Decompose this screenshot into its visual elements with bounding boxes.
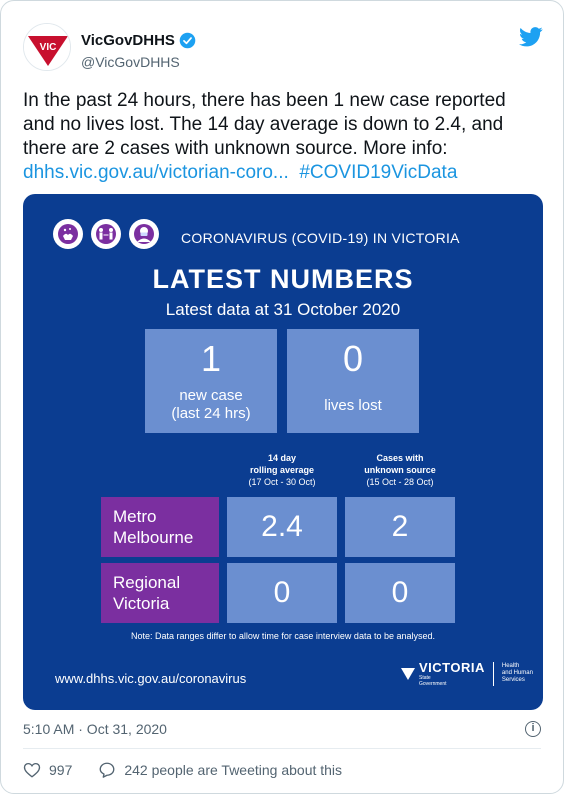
rolling-average-header: [227, 452, 337, 488]
infographic-url: www.dhhs.vic.gov.au/coronavirus: [55, 671, 247, 686]
vic-sub-1: State: [419, 675, 431, 681]
verified-badge-icon: [179, 32, 196, 49]
dept-line1: Health: [501, 663, 520, 669]
col1-line2: rolling average: [249, 465, 315, 475]
region-metro-line2: Melbourne: [113, 528, 194, 547]
mask-icon: [129, 219, 159, 249]
col1-range: (17 Oct - 30 Oct): [248, 477, 316, 487]
tweet-timestamp[interactable]: 5:10 AM · Oct 31, 2020: [23, 721, 167, 737]
tweeting-about-label: 242 people are Tweeting about this: [124, 762, 343, 778]
name-row: [81, 32, 196, 49]
vic-sub-2: Government: [419, 681, 447, 687]
heart-icon: [23, 761, 41, 779]
display-name[interactable]: VicGovDHHS: [81, 32, 175, 49]
dept-line2: and Human: [501, 670, 533, 676]
lives-lost-box: [287, 329, 419, 433]
avatar[interactable]: [23, 23, 71, 71]
col1-line1: 14 day: [267, 453, 297, 463]
like-count: 997: [49, 762, 73, 778]
info-icon[interactable]: i: [525, 721, 541, 737]
speech-bubble-icon: [98, 761, 116, 779]
new-case-box: [145, 329, 277, 433]
col2-line1: Cases with: [376, 453, 424, 463]
regional-avg-cell: 0: [227, 563, 337, 623]
user-handle[interactable]: @VicGovDHHS: [81, 54, 180, 70]
infographic-date: Latest data at 31 October 2020: [165, 300, 401, 319]
vic-triangle-icon: [401, 667, 415, 681]
new-case-value: 1: [200, 338, 222, 379]
twitter-bird-icon[interactable]: [519, 27, 543, 47]
region-regional-line1: Regional: [113, 573, 181, 592]
handwash-icon: [53, 219, 83, 249]
region-metro: [101, 497, 219, 557]
region-regional-line2: Victoria: [113, 594, 170, 613]
infographic-title: LATEST NUMBERS: [152, 264, 414, 294]
data-note: Note: Data ranges differ to allow time for case interview data to be analysed.: [131, 631, 435, 641]
col2-line2: unknown source: [364, 465, 436, 475]
tweet-line: there are 2 cases with unknown source. More info:: [23, 138, 448, 159]
new-case-label: new case: [179, 387, 243, 404]
col2-range: (15 Oct - 28 Oct): [366, 477, 434, 487]
like-button[interactable]: [23, 761, 72, 779]
divider: [23, 748, 541, 749]
tweet-line: and no lives lost. The 14 day average is down to 2.4, and: [23, 114, 504, 135]
logo-divider: [493, 662, 494, 686]
victoria-government-logo: [401, 660, 542, 687]
infographic-header: CORONAVIRUS (COVID-19) IN VICTORIA: [181, 230, 460, 246]
info-link[interactable]: dhhs.vic.gov.au/victorian-coro...: [23, 162, 289, 183]
vic-word: VICTORIA: [419, 660, 485, 675]
hashtag-link[interactable]: #COVID19VicData: [299, 162, 458, 183]
reply-button[interactable]: [98, 761, 342, 779]
dept-line3: Services: [501, 677, 525, 683]
hygiene-icons: [53, 219, 159, 249]
unknown-source-header: [345, 452, 455, 488]
tweet-line: In the past 24 hours, there has been 1 new case reported: [23, 90, 506, 111]
vic-logo-icon: [24, 24, 71, 71]
distance-icon: [91, 219, 121, 249]
region-metro-line1: Metro: [113, 507, 157, 526]
tweet-links-line: [23, 161, 545, 185]
lives-lost-value: 0: [342, 338, 364, 379]
svg-text:VIC: VIC: [39, 42, 57, 53]
tweet-actions: [23, 761, 342, 779]
region-regional: [101, 563, 219, 623]
tweet-text: [23, 89, 545, 185]
infographic-image[interactable]: [23, 194, 543, 710]
metro-avg-cell: 2.4: [227, 497, 337, 557]
metro-unknown-cell: 2: [345, 497, 455, 557]
lives-lost-label: lives lost: [324, 397, 382, 414]
regional-unknown-cell: 0: [345, 563, 455, 623]
new-case-period: (last 24 hrs): [171, 405, 251, 422]
tweet-header: [23, 23, 543, 73]
